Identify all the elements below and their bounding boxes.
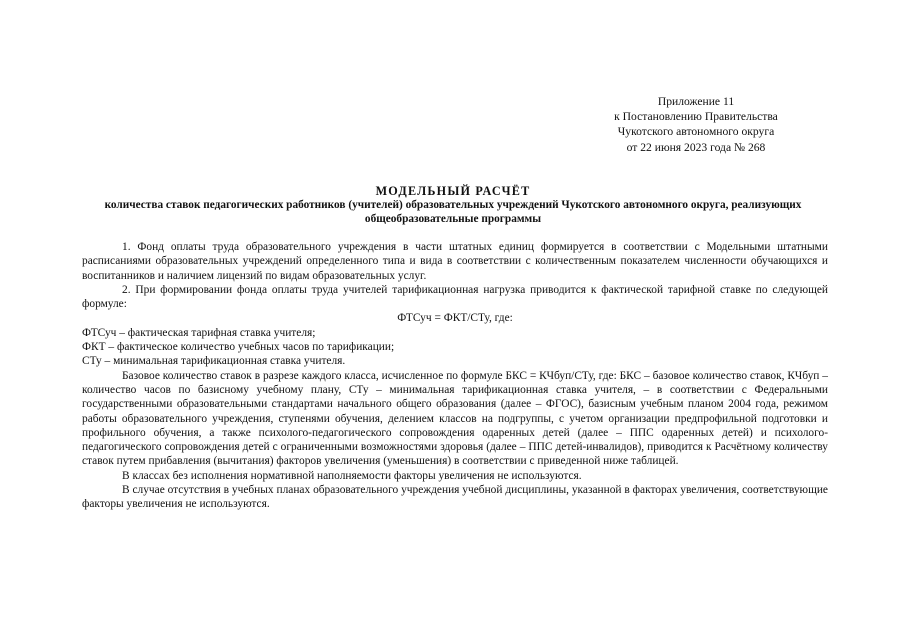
definition-ftsuch: ФТСуч – фактическая тарифная ставка учителя;	[82, 326, 316, 339]
appendix-line: от 22 июня 2023 года № 268	[626, 140, 766, 154]
paragraph-5: В случае отсутствия в учебных планах образовательного учреждения учебной дисциплины, указанной в факторах увеличения, соответствующие факторы увеличения не используются.	[82, 484, 828, 511]
definition-fkt: ФКТ – фактическое количество учебных часов по тарификации;	[82, 341, 395, 354]
appendix-line: к Постановлению Правительства	[614, 110, 778, 124]
appendix-header	[560, 94, 832, 155]
definition-stu: СТу – минимальная тарификационная ставка учителя.	[82, 355, 346, 368]
paragraph-4: В классах без исполнения нормативной наполняемости факторы увеличения не используются.	[122, 469, 582, 482]
appendix-line: Приложение 11	[657, 95, 735, 108]
paragraph-2: 2. При формировании фонда оплаты труда учителей тарификационная нагрузка приводится к фактической тарифной ставке по следующей формуле:	[82, 283, 828, 311]
document-subtitle: количества ставок педагогических работников (учителей) образовательных учреждений Чукотского автономного округа, реализующих общеобразовательные программы	[104, 199, 802, 226]
document-title: МОДЕЛЬНЫЙ РАСЧЁТ	[375, 184, 531, 198]
paragraph-3: Базовое количество ставок в разрезе каждого класса, исчисленное по формуле БКС = КЧбуп/СТу, где: БКС – базовое количество ставок, КЧбуп – количество часов по базисному учебному плану, СТу – минимальная тарификационная ставка учителя, – в соответствии с Федеральными государственными образовательными стандартами начального общего образования (далее – ФГОС), базисным учебным планом 2004 года, режимом работы образовательного учреждения, ступенями обучения, делением классов на подгруппы, с учетом организации предпрофильной подготовки и профильного обучения, а также психолого-педагогического сопровождения одаренных детей (далее – ППС одаренных детей) и психолого-педагогического сопровождения детей с ограниченными возможностями здоровья (далее – ППС детей-инвалидов), приводится к Расчётному количеству ставок путем прибавления (вычитания) факторов увеличения (уменьшения) в соответствии с приведенной ниже таблицей.	[82, 369, 828, 468]
paragraph-1: 1. Фонд оплаты труда образовательного учреждения в части штатных единиц формируется в соответствии с Модельными штатными расписаниями образовательных учреждений определенного типа и вида в соответствии с количественным показателем численности обучающихся и воспитанников и наличием лицензий по видам образовательных услуг.	[82, 241, 828, 282]
appendix-line: Чукотского автономного округа	[617, 125, 775, 139]
document-body	[82, 240, 828, 512]
formula: ФТСуч = ФКТ/СТу, где:	[397, 312, 513, 325]
